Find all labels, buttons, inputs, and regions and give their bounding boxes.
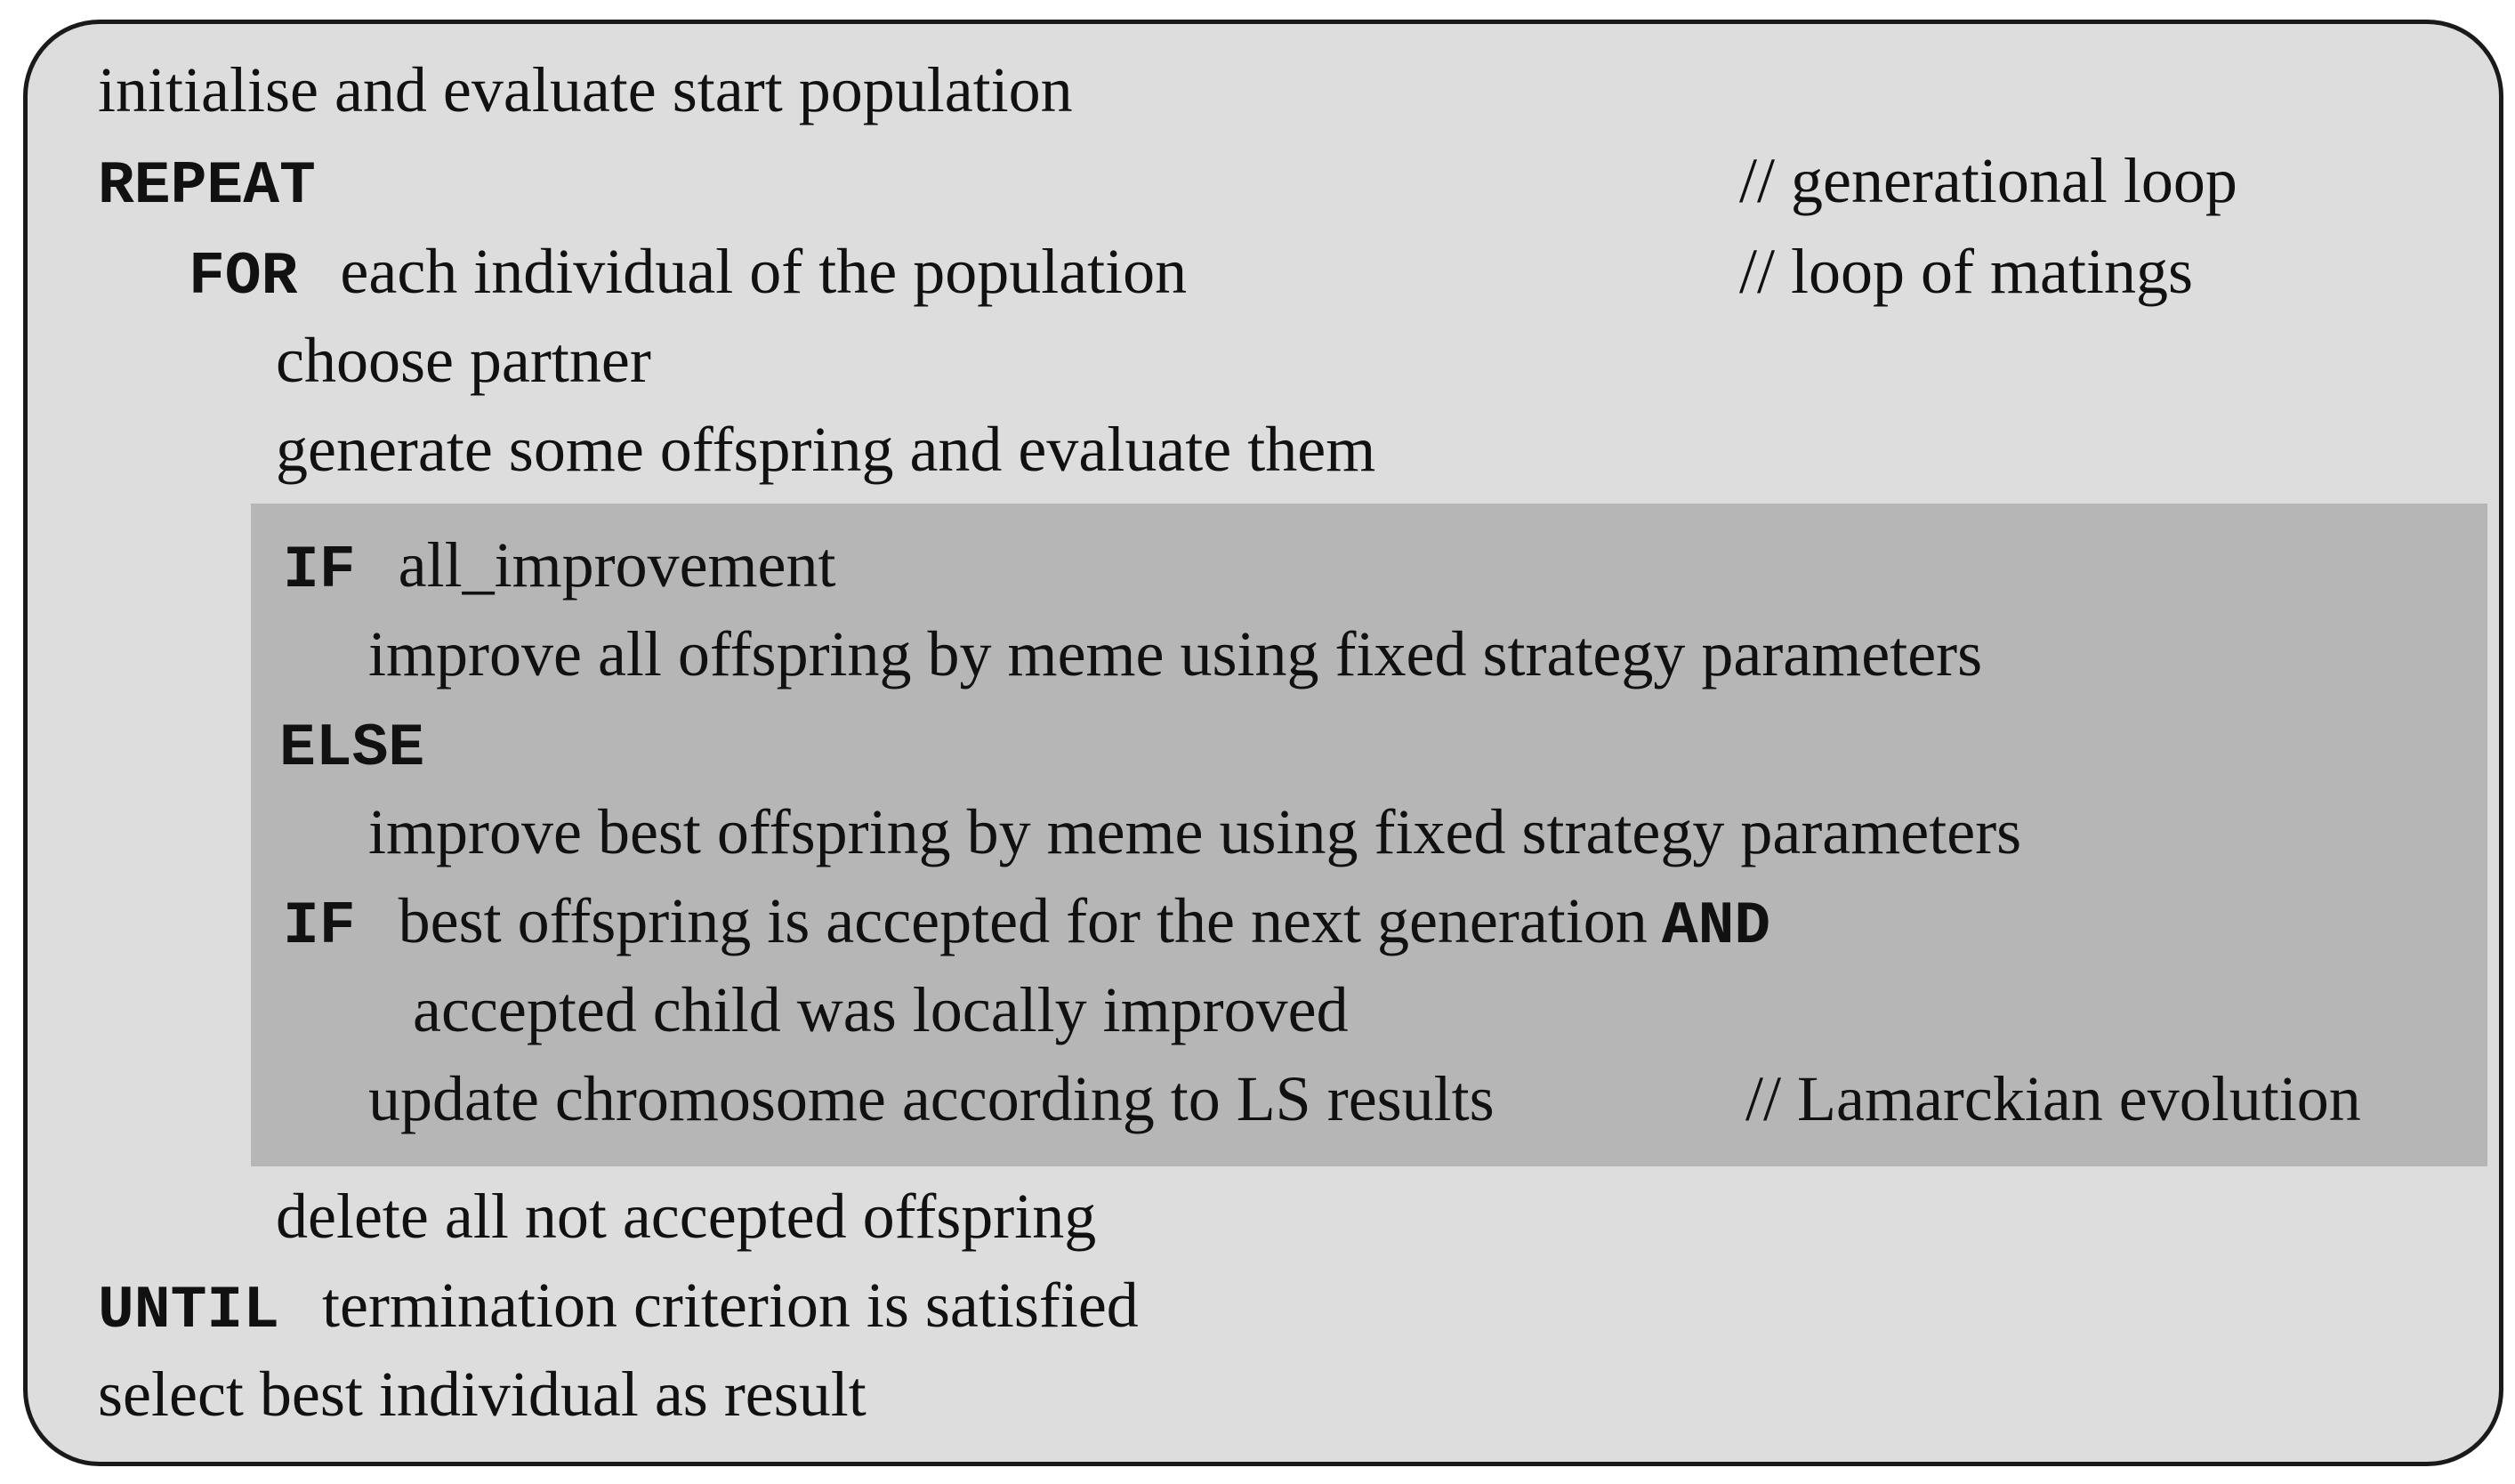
for-text: each individual of the population (340, 236, 1188, 307)
delete-text: delete all not accepted offspring (276, 1181, 1097, 1252)
line-update-chromosome (368, 1059, 1495, 1139)
line-select-best (98, 1354, 867, 1434)
select-text: select best individual as result (98, 1359, 867, 1430)
line-accepted-child (413, 970, 1349, 1050)
line-for (189, 231, 1187, 311)
comment-lamarckian-evolution: // Lamarckian evolution (1745, 1063, 2361, 1134)
keyword-repeat: REPEAT (98, 152, 316, 221)
improve-best-text: improve best offspring by meme using fixed strategy parameters (368, 796, 2022, 867)
accepted-child-text: accepted child was locally improved (413, 974, 1349, 1045)
line-if-all-improvement (283, 525, 836, 605)
line-if-best-accepted (283, 881, 1770, 961)
line-delete-offspring (276, 1176, 1096, 1256)
line-else (279, 703, 424, 783)
update-text: update chromosome according to LS results (368, 1063, 1495, 1134)
generate-text: generate some offspring and evaluate them (276, 414, 1376, 485)
keyword-if: IF (283, 536, 356, 605)
keyword-if: IF (283, 892, 356, 961)
keyword-until: UNTIL (98, 1277, 280, 1345)
improve-all-text: improve all offspring by meme using fixed strategy parameters (368, 618, 1983, 690)
line-repeat (98, 141, 316, 221)
line-improve-best (368, 792, 2021, 872)
keyword-for: FOR (189, 243, 298, 311)
line-until (98, 1265, 1139, 1345)
if-accepted-text: best offspring is accepted for the next generation (398, 885, 1648, 956)
line-choose-partner (276, 320, 651, 400)
init-text: initialise and evaluate start population (98, 54, 1073, 125)
line-initialise (98, 50, 1073, 130)
keyword-and: AND (1661, 892, 1771, 961)
line-generate-offspring (276, 409, 1375, 489)
choose-text: choose partner (276, 325, 651, 396)
if-condition-text: all_improvement (398, 529, 836, 601)
keyword-else: ELSE (279, 714, 425, 783)
comment-generational-loop: // generational loop (1739, 145, 2237, 216)
until-text: termination criterion is satisfied (322, 1270, 1139, 1341)
line-improve-all (368, 614, 1982, 694)
comment-loop-of-matings: // loop of matings (1739, 236, 2193, 307)
